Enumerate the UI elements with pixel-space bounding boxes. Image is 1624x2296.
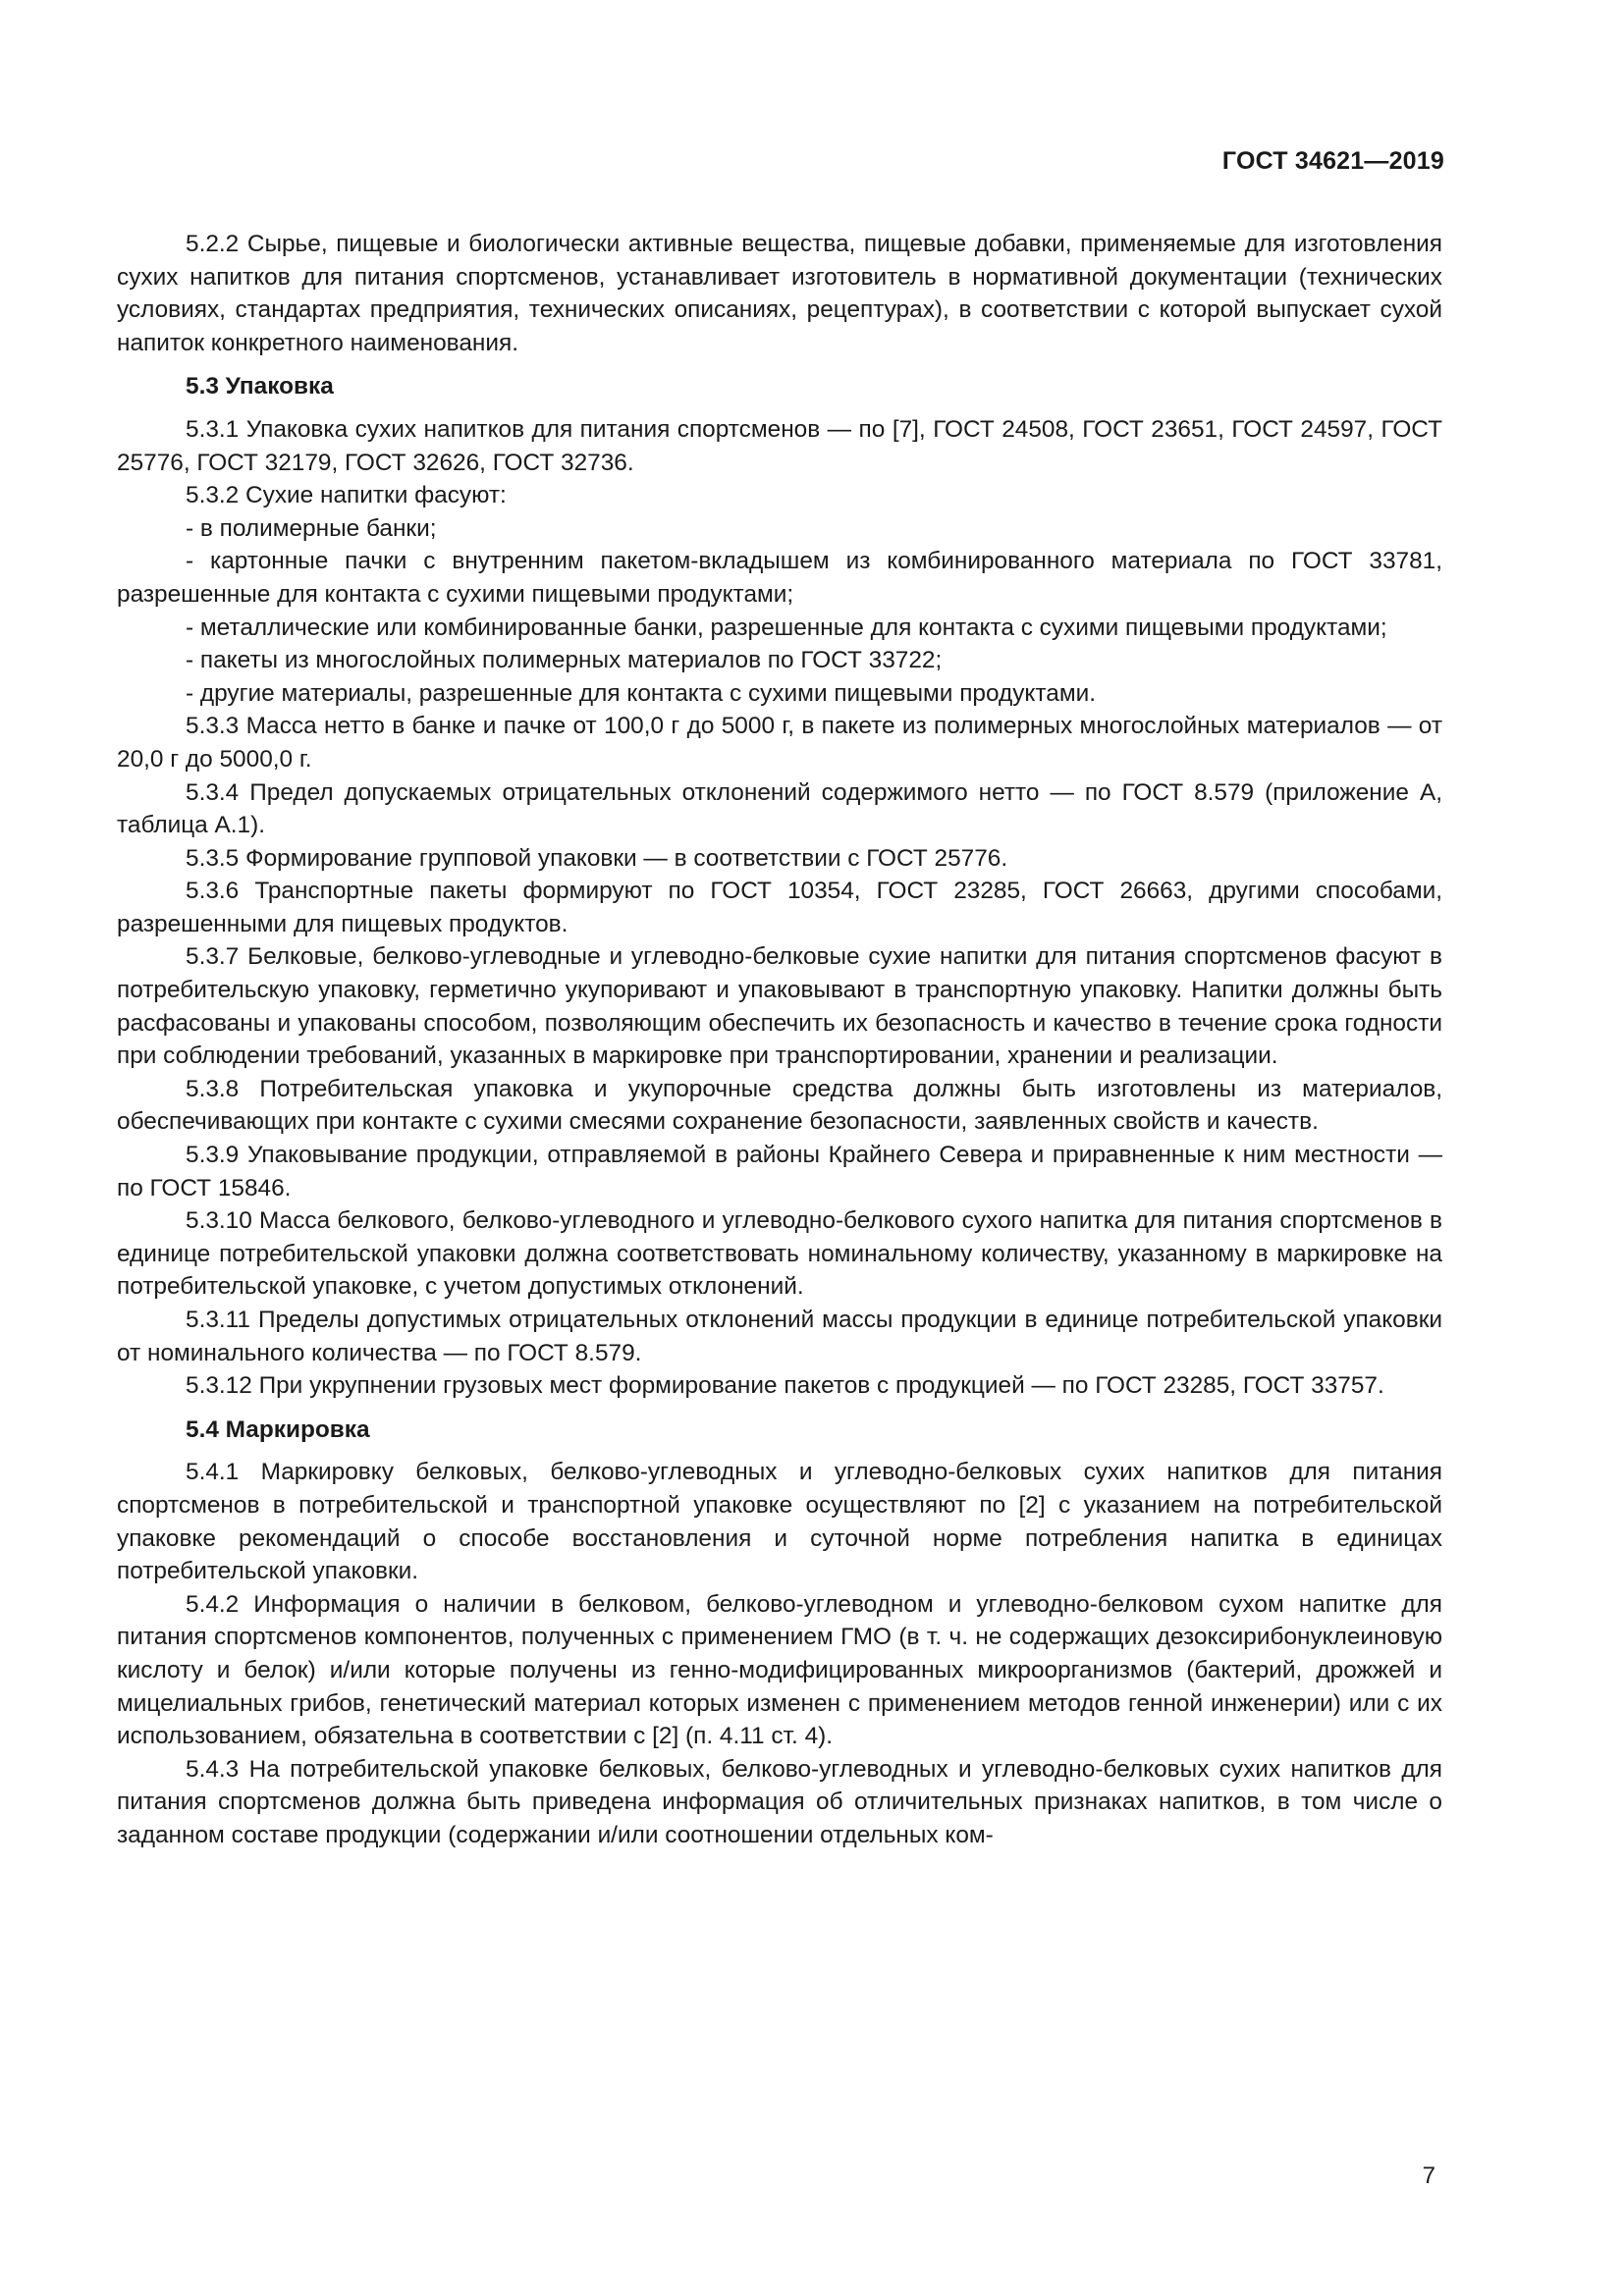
paragraph-5-4-3: 5.4.3 На потребительской упаковке белковых, белково-углеводных и углеводно-белковых сухих напитков для питания спортсменов должна быть приведена информация об отличительных признаках напитков, в том числе о заданном составе продукции (содержании и/или соотношении отдельных ком- xyxy=(117,1755,1442,1848)
paragraph-5-3-6: 5.3.6 Транспортные пакеты формируют по ГОСТ 10354, ГОСТ 23285, ГОСТ 26663, другими способами, разрешенными для пищевых продуктов. xyxy=(117,878,1442,937)
paragraph-5-3-11: 5.3.11 Пределы допустимых отрицательных отклонений массы продукции в единице потребительской упаковки от номинального количества — по ГОСТ 8.579. xyxy=(117,1307,1442,1366)
paragraph-5-3-9: 5.3.9 Упаковывание продукции, отправляемой в районы Крайнего Севера и приравненные к ним местности — по ГОСТ 15846. xyxy=(117,1142,1442,1201)
document-number: ГОСТ 34621—2019 xyxy=(1221,147,1444,175)
paragraph-5-3-1: 5.3.1 Упаковка сухих напитков для питания спортсменов — по [7], ГОСТ 24508, ГОСТ 23651, ГОСТ 24597, ГОСТ 25776, ГОСТ 32179, ГОСТ 32626, ГОСТ 32736. xyxy=(117,415,1442,476)
paragraph-5-4-2: 5.4.2 Информация о наличии в белковом, белково-углеводном и углеводно-белковом сухом напитке для питания спортсменов компонентов, полученных с применением ГМО (в т. ч. не содержащих дезоксирибонуклеиновую кислоту и белок) и/или которые получены из генно-модифицированных микроорганизмов (бактерий, дрожжей и мицелиальных грибов, генетический материал которых изменен с применением методов генной инженерии) или с их использованием, обязательна в соответствии с [2] (п. 4.11 ст. 4). xyxy=(117,1590,1442,1750)
list-item: - металлические или комбинированные банки, разрешенные для контакта с сухими пищевыми продуктами; xyxy=(186,614,1387,641)
list-item: - картонные пачки с внутренним пакетом-вкладышем из комбинированного материала по ГОСТ 33781, разрешенные для контакта с сухими пищевыми продуктами; xyxy=(117,548,1442,608)
paragraph-5-4-1: 5.4.1 Маркировку белковых, белково-углеводных и углеводно-белковых сухих напитков для питания спортсменов в потребительской и транспортной упаковке осуществляют по [2] с указанием на потребительской упаковке рекомендаций о способе восстановления и суточной норме потребления напитка в единицах потребительской упаковки. xyxy=(117,1459,1442,1585)
list-item: - другие материалы, разрешенные для контакта с сухими пищевыми продуктами. xyxy=(186,679,1096,707)
list-item: - пакеты из многослойных полимерных материалов по ГОСТ 33722; xyxy=(186,647,943,674)
document-body xyxy=(117,228,1442,1852)
paragraph-5-3-2: 5.3.2 Сухие напитки фасуют: xyxy=(186,482,507,509)
section-heading-5-4: 5.4 Маркировка xyxy=(186,1415,370,1443)
paragraph-5-3-12: 5.3.12 При укрупнении грузовых мест формирование пакетов с продукцией — по ГОСТ 23285, ГОСТ 33757. xyxy=(186,1372,1384,1400)
paragraph-5-3-8: 5.3.8 Потребительская упаковка и укупорочные средства должны быть изготовлены из материалов, обеспечивающих при контакте с сухими смесями сохранение безопасности, заявленных свойств и качеств. xyxy=(117,1075,1442,1136)
paragraph-5-2-2: 5.2.2 Сырье, пищевые и биологически активные вещества, пищевые добавки, применяемые для изготовления сухих напитков для питания спортсменов, устанавливает изготовитель в нормативной документации (технических условиях, стандартах предприятия, технических описаниях, рецептурах), в соответствии с которой выпускает сухой напиток конкретного наименования. xyxy=(117,231,1442,356)
paragraph-5-3-10: 5.3.10 Масса белкового, белково-углеводного и углеводно-белкового сухого напитка для питания спортсменов в единице потребительской упаковки должна соответствовать номинальному количеству, указанному в маркировке на потребительской упаковке, с учетом допустимых отклонений. xyxy=(117,1207,1442,1301)
section-heading-5-3: 5.3 Упаковка xyxy=(186,373,334,400)
paragraph-5-3-3: 5.3.3 Масса нетто в банке и пачке от 100,0 г до 5000 г, в пакете из полимерных многослойных материалов — от 20,0 г до 5000,0 г. xyxy=(117,713,1442,773)
paragraph-5-3-5: 5.3.5 Формирование групповой упаковки — в соответствии с ГОСТ 25776. xyxy=(186,844,1008,872)
paragraph-5-3-4: 5.3.4 Предел допускаемых отрицательных отклонений содержимого нетто — по ГОСТ 8.579 (приложение А, таблица А.1). xyxy=(117,778,1442,839)
paragraph-5-3-7: 5.3.7 Белковые, белково-углеводные и углеводно-белковые сухие напитки для питания спортсменов фасуют в потребительскую упаковку, герметично укупоривают и упаковывают в транспортную упаковку. Напитки должны быть расфасованы и упакованы способом, позволяющим обеспечить их безопасность и качество в течение срока годности при соблюдении требований, указанных в маркировке при транспортировании, хранении и реализации. xyxy=(117,943,1442,1070)
page-number: 7 xyxy=(1422,2163,1435,2189)
list-item: - в полимерные банки; xyxy=(186,514,437,542)
